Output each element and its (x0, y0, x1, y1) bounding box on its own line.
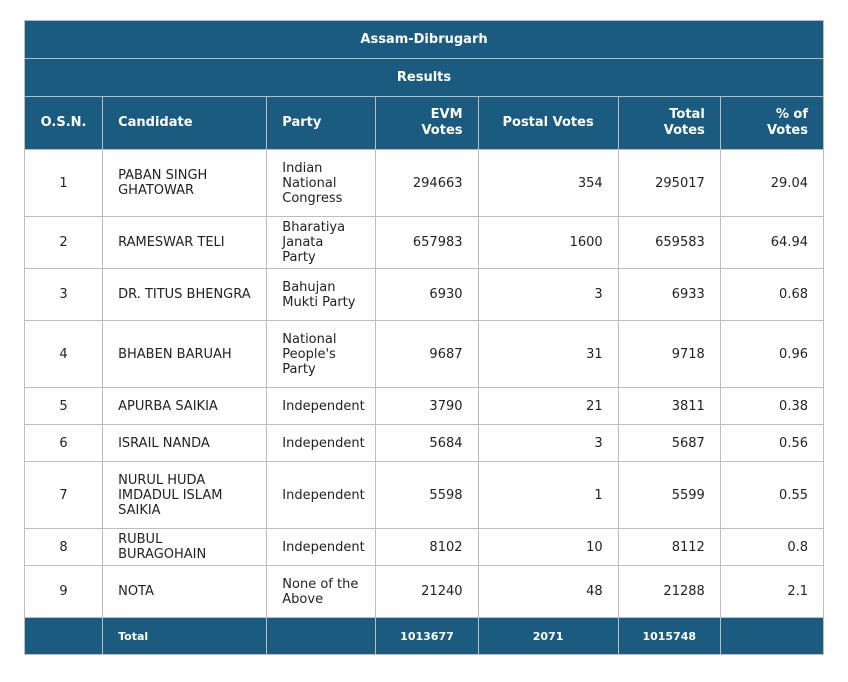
cell-evm-votes: 3790 (376, 388, 478, 425)
cell-candidate: RAMESWAR TELI (103, 217, 267, 269)
results-table (24, 20, 824, 655)
cell-percent-votes: 0.38 (720, 388, 823, 425)
cell-total-votes: 5599 (618, 462, 720, 529)
cell-evm-votes: 294663 (376, 150, 478, 217)
col-header-total-votes: Total Votes (618, 97, 720, 150)
cell-party: Independent (267, 388, 376, 425)
cell-postal-votes: 3 (478, 269, 618, 321)
cell-candidate: PABAN SINGH GHATOWAR (103, 150, 267, 217)
total-total-votes: 1015748 (618, 618, 720, 655)
cell-party: Independent (267, 462, 376, 529)
total-row (25, 618, 824, 655)
col-header-candidate: Candidate (103, 97, 267, 150)
cell-total-votes: 6933 (618, 269, 720, 321)
cell-evm-votes: 5684 (376, 425, 478, 462)
table-row (25, 462, 824, 529)
cell-candidate: BHABEN BARUAH (103, 321, 267, 388)
cell-candidate: ISRAIL NANDA (103, 425, 267, 462)
cell-evm-votes: 657983 (376, 217, 478, 269)
constituency-title: Assam-Dibrugarh (25, 21, 824, 59)
col-header-osn: O.S.N. (25, 97, 103, 150)
cell-percent-votes: 0.68 (720, 269, 823, 321)
cell-party: Bahujan Mukti Party (267, 269, 376, 321)
cell-total-votes: 659583 (618, 217, 720, 269)
cell-postal-votes: 3 (478, 425, 618, 462)
total-cell-party (267, 618, 376, 655)
cell-osn: 2 (25, 217, 103, 269)
cell-total-votes: 9718 (618, 321, 720, 388)
cell-osn: 3 (25, 269, 103, 321)
cell-candidate: DR. TITUS BHENGRA (103, 269, 267, 321)
col-header-party: Party (267, 97, 376, 150)
cell-evm-votes: 8102 (376, 529, 478, 566)
table-row (25, 150, 824, 217)
cell-osn: 4 (25, 321, 103, 388)
col-header-percent-votes: % of Votes (720, 97, 823, 150)
col-header-postal-votes: Postal Votes (478, 97, 618, 150)
cell-osn: 7 (25, 462, 103, 529)
table-row (25, 388, 824, 425)
cell-postal-votes: 354 (478, 150, 618, 217)
cell-postal-votes: 21 (478, 388, 618, 425)
cell-osn: 5 (25, 388, 103, 425)
table-row (25, 217, 824, 269)
table-row (25, 321, 824, 388)
col-header-evm-votes: EVM Votes (376, 97, 478, 150)
cell-party: Indian National Congress (267, 150, 376, 217)
column-header-row (25, 97, 824, 150)
cell-percent-votes: 2.1 (720, 566, 823, 618)
table-row (25, 566, 824, 618)
total-evm-votes: 1013677 (376, 618, 478, 655)
cell-total-votes: 21288 (618, 566, 720, 618)
cell-postal-votes: 1600 (478, 217, 618, 269)
table-row (25, 529, 824, 566)
total-label: Total (103, 618, 267, 655)
cell-osn: 1 (25, 150, 103, 217)
cell-percent-votes: 0.56 (720, 425, 823, 462)
cell-party: Bharatiya Janata Party (267, 217, 376, 269)
cell-percent-votes: 0.96 (720, 321, 823, 388)
cell-evm-votes: 6930 (376, 269, 478, 321)
cell-party: None of the Above (267, 566, 376, 618)
cell-osn: 6 (25, 425, 103, 462)
cell-percent-votes: 0.8 (720, 529, 823, 566)
cell-evm-votes: 9687 (376, 321, 478, 388)
cell-percent-votes: 29.04 (720, 150, 823, 217)
cell-party: Independent (267, 425, 376, 462)
results-subtitle: Results (25, 59, 824, 97)
cell-party: Independent (267, 529, 376, 566)
total-postal-votes: 2071 (478, 618, 618, 655)
cell-percent-votes: 0.55 (720, 462, 823, 529)
cell-postal-votes: 48 (478, 566, 618, 618)
cell-osn: 9 (25, 566, 103, 618)
cell-evm-votes: 5598 (376, 462, 478, 529)
cell-party: National People's Party (267, 321, 376, 388)
total-cell-osn (25, 618, 103, 655)
cell-postal-votes: 1 (478, 462, 618, 529)
cell-total-votes: 5687 (618, 425, 720, 462)
table-row (25, 425, 824, 462)
cell-total-votes: 295017 (618, 150, 720, 217)
cell-percent-votes: 64.94 (720, 217, 823, 269)
cell-candidate: APURBA SAIKIA (103, 388, 267, 425)
cell-candidate: NURUL HUDA IMDADUL ISLAM SAIKIA (103, 462, 267, 529)
results-table-container (24, 20, 824, 655)
table-row (25, 269, 824, 321)
cell-total-votes: 8112 (618, 529, 720, 566)
cell-candidate: RUBUL BURAGOHAIN (103, 529, 267, 566)
cell-total-votes: 3811 (618, 388, 720, 425)
total-cell-percent (720, 618, 823, 655)
cell-osn: 8 (25, 529, 103, 566)
cell-postal-votes: 31 (478, 321, 618, 388)
cell-evm-votes: 21240 (376, 566, 478, 618)
cell-candidate: NOTA (103, 566, 267, 618)
cell-postal-votes: 10 (478, 529, 618, 566)
